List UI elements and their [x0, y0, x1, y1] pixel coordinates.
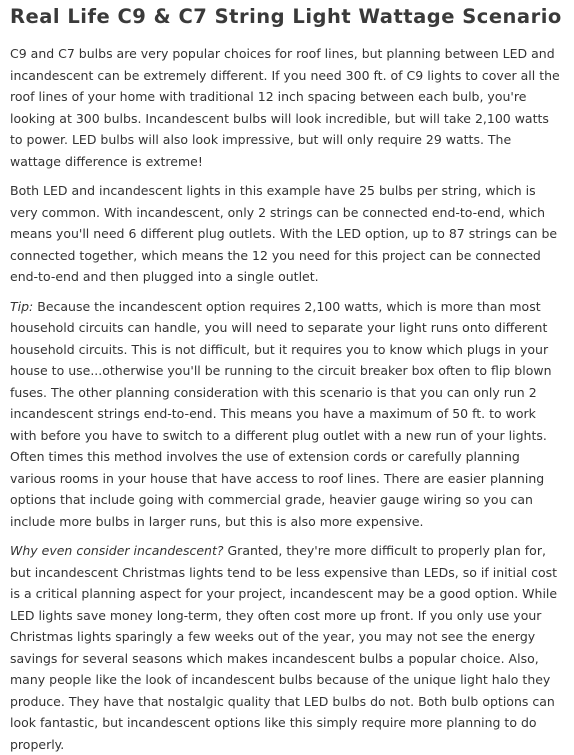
- question-lead: Why even consider incandescent?: [10, 543, 224, 558]
- tip-lead: Tip:: [10, 298, 34, 314]
- paragraph-text: Granted, they're more difficult to properly plan for, but incandescent Christmas lights tend to be less expensive than LEDs, so if initial cost is a critical planning aspect for your project, incandescent may be a good option. While LED lights save money long-term, they often cost more up front. If you only use your Christmas lights sparingly a few weeks out of the year, you may not see the energy savings for several seasons which makes incandescent bulbs a popular choice. Also, many people like the look of incandescent bulbs because of the unique light halo they produce. They have that nostalgic quality that LED bulbs do not. Both bulb options can look fantastic, but incandescent options like this simply require more planning to do properly.: [10, 543, 558, 752]
- paragraph-tip: [10, 296, 564, 533]
- paragraph-intro: [10, 43, 564, 172]
- paragraph-strings: [10, 180, 564, 288]
- article-title: Real Life C9 & C7 String Light Wattage Scenario: [10, 5, 562, 28]
- paragraph-text: Both LED and incandescent lights in this example have 25 bulbs per string, which is very common. With incandescent, only 2 strings can be connected end-to-end, which means you'll need 6 different plug outlets. With the LED option, up to 87 strings can be connected together, which means the 12 you need for this project can be connected end-to-end and then plugged into a single outlet.: [10, 183, 558, 284]
- paragraph-why-incandescent: [10, 540, 564, 755]
- paragraph-text: Because the incandescent option requires 2,100 watts, which is more than most household circuits can handle, you will need to separate your light runs onto different household circuits. This is not difficult, but it requires you to know which plugs in your house to use...otherwise you'll be running to the circuit breaker box often to flip blown fuses. The other planning consideration with this scenario is that you can only run 2 incandescent strings end-to-end. This means you have a maximum of 50 ft. to work with before you have to switch to a different plug outlet with a new run of your lights. Often times this method involves the use of extension cords or carefully planning various rooms in your house that have access to roof lines. There are easier planning options that include going with commercial grade, heavier gauge wiring so you can include more bulbs in larger runs, but this is also more expensive.: [10, 298, 552, 529]
- paragraph-text: C9 and C7 bulbs are very popular choices for roof lines, but planning between LED and incandescent can be extremely different. If you need 300 ft. of C9 lights to cover all the roof lines of your home with traditional 12 inch spacing between each bulb, you're looking at 300 bulbs. Incandescent bulbs will look incredible, but will take 2,100 watts to power. LED bulbs will also look impressive, but will only require 29 watts. The wattage difference is extreme!: [10, 46, 560, 169]
